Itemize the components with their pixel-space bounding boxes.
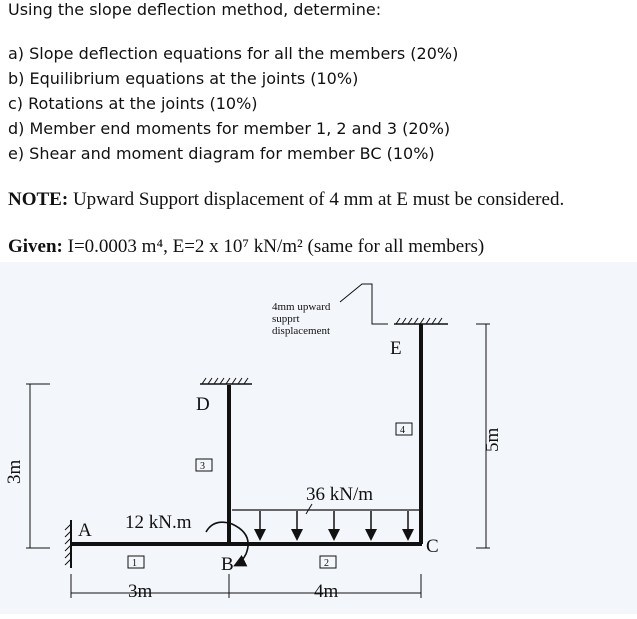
member-1-label: 1 xyxy=(132,558,137,569)
dim-left-height-label: 3m xyxy=(4,459,25,484)
node-d-label: D xyxy=(196,394,210,415)
node-e-label: E xyxy=(390,338,402,359)
displacement-label-line1: 4mm upward xyxy=(272,301,331,313)
displacement-label-line3: displacement xyxy=(272,325,331,337)
node-b-label: B xyxy=(221,554,234,575)
dim-bc-label: 4m xyxy=(314,581,339,602)
structure-figure xyxy=(0,262,637,614)
note-text: Upward Support displacement of 4 mm at E must be considered. xyxy=(68,189,565,210)
task-e: e) Shear and moment diagram for member BC (10%) xyxy=(8,144,435,163)
fixed-support-d xyxy=(200,378,252,384)
displacement-label-line2: supprt xyxy=(272,313,300,325)
node-c-label: C xyxy=(426,536,439,557)
task-d: d) Member end moments for member 1, 2 and 3 (20%) xyxy=(8,119,451,138)
node-a-label: A xyxy=(78,520,92,541)
note-label: NOTE: xyxy=(8,189,69,210)
fixed-support-e xyxy=(394,318,448,324)
member-4-tag xyxy=(396,423,412,436)
heading: Using the slope deflection method, determine: xyxy=(8,0,382,19)
member-2-label: 2 xyxy=(324,558,329,569)
note-line xyxy=(8,189,564,211)
dim-left-height xyxy=(26,384,50,548)
udl-load xyxy=(232,484,420,538)
dim-right-height-label: 5m xyxy=(482,427,503,452)
given-text: I=0.0003 m⁴, E=2 x 10⁷ kN/m² (same for all members) xyxy=(62,236,485,257)
displacement-callout xyxy=(272,284,388,337)
task-c: c) Rotations at the joints (10%) xyxy=(8,94,258,113)
member-4-label: 4 xyxy=(400,425,405,436)
udl-label: 36 kN/m xyxy=(306,484,374,505)
moment-label: 12 kN.m xyxy=(125,512,192,533)
dim-ab-label: 3m xyxy=(128,581,153,602)
member-1-tag xyxy=(128,556,144,569)
member-2-tag xyxy=(320,556,336,569)
given-label: Given: xyxy=(8,236,63,257)
fixed-support-a xyxy=(65,520,71,568)
task-a: a) Slope deflection equations for all the members (20%) xyxy=(8,44,459,63)
given-line xyxy=(8,236,484,258)
task-b: b) Equilibrium equations at the joints (10%) xyxy=(8,69,359,88)
member-3-label: 3 xyxy=(200,461,205,472)
member-3-tag xyxy=(196,459,212,472)
